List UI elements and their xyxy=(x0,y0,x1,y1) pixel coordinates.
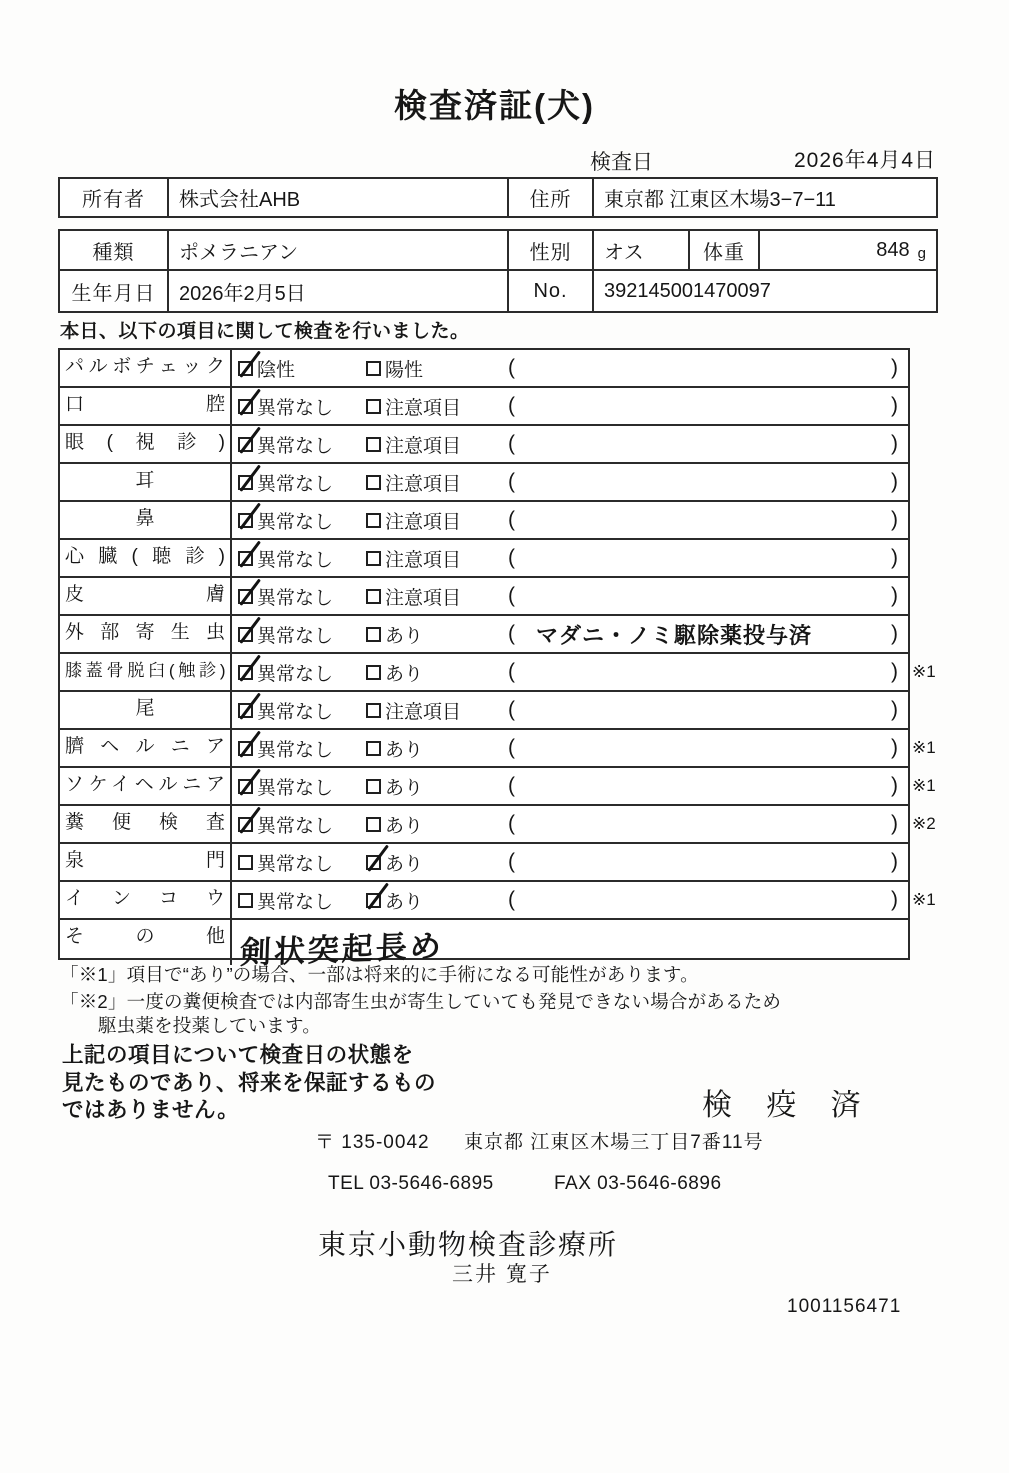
paren-open: ( xyxy=(508,660,515,683)
weight-number: 848 xyxy=(876,238,910,261)
checkbox-caution[interactable] xyxy=(366,703,381,718)
paren-close: ) xyxy=(891,622,898,645)
checkbox-caution[interactable] xyxy=(366,589,381,604)
pet-info-row-1 xyxy=(60,231,936,271)
footnote-ref: ※1 xyxy=(912,890,936,909)
footnote-ref: ※2 xyxy=(912,814,936,833)
checkbox-normal[interactable] xyxy=(238,437,253,452)
owner-value: 株式会社AHB xyxy=(167,179,507,216)
footnote-ref: ※1 xyxy=(912,776,936,795)
paren-close: ) xyxy=(891,394,898,417)
paren-open: ( xyxy=(508,698,515,721)
owner-address-value: 東京都 江東区木場3−7−11 xyxy=(592,179,936,216)
birthdate-label: 生年月日 xyxy=(71,282,156,305)
paren-open: ( xyxy=(508,432,515,455)
checkbox-normal[interactable] xyxy=(238,399,253,414)
id-number-label: No. xyxy=(507,271,592,311)
handwritten-note: 剣状突起長め xyxy=(239,928,445,971)
paren-open: ( xyxy=(508,736,515,759)
owner-row xyxy=(60,179,936,216)
footnote-2: 「※2」一度の糞便検査では内部寄生虫が寄生していても発見できない場合があるため xyxy=(60,991,782,1012)
exam-row-ears: 耳 異常なし 注意項目 ( ) xyxy=(60,464,908,502)
exam-item-label: 眼(視診) xyxy=(65,432,225,453)
disclaimer xyxy=(62,1042,436,1125)
footnote-ref: ※1 xyxy=(912,738,936,757)
paren-close: ) xyxy=(891,584,898,607)
paren-close: ) xyxy=(891,546,898,569)
exam-item-label: 外部寄生虫 xyxy=(65,622,225,643)
paren-open: ( xyxy=(508,546,515,569)
checkbox-positive[interactable] xyxy=(366,361,381,376)
breed-value: ポメラニアン xyxy=(167,231,507,269)
paren-close: ) xyxy=(891,888,898,911)
checkbox-caution[interactable] xyxy=(366,437,381,452)
checkbox-negative[interactable] xyxy=(238,361,253,376)
exam-row-inguinal-hernia: ソケイヘルニア 異常なし あり ( ) ※1 xyxy=(60,768,908,806)
remark-field: マダニ・ノミ駆除薬投与済 xyxy=(536,622,813,648)
exam-item-label: ソケイヘルニア xyxy=(65,774,225,795)
exam-item-label: 臍ヘルニア xyxy=(65,736,225,757)
sex-value: オス xyxy=(592,231,688,269)
exam-row-fontanelle: 泉門 異常なし あり ( ) xyxy=(60,844,908,882)
exam-row-skin: 皮膚 異常なし 注意項目 ( ) xyxy=(60,578,908,616)
checkbox-caution[interactable] xyxy=(366,513,381,528)
checkbox-present[interactable] xyxy=(366,665,381,680)
disclaimer-line-3: ではありません。 xyxy=(62,1098,240,1122)
checkbox-normal[interactable] xyxy=(238,551,253,566)
weight-label: 体重 xyxy=(688,231,758,269)
weight-value xyxy=(758,231,936,269)
exam-row-other xyxy=(60,920,908,971)
checkbox-normal[interactable] xyxy=(238,475,253,490)
checkbox-normal[interactable] xyxy=(238,589,253,604)
exam-item-label: インコウ xyxy=(65,888,225,909)
owner-label: 所有者 xyxy=(82,189,145,211)
footnote-1: 「※1」項目で“あり”の場合、一部は将来的に手術になる可能性があります。 xyxy=(60,964,699,985)
footnote-2-continued: 駆虫薬を投薬しています。 xyxy=(98,1015,321,1036)
exam-item-label: その他 xyxy=(65,926,225,947)
owner-table xyxy=(58,177,938,218)
id-number-value: 392145001470097 xyxy=(592,271,936,311)
exam-row-fecal-exam: 糞便検査 異常なし あり ( ) ※2 xyxy=(60,806,908,844)
checkbox-normal[interactable] xyxy=(238,513,253,528)
checkbox-present[interactable] xyxy=(366,893,381,908)
checkbox-normal[interactable] xyxy=(238,817,253,832)
checkbox-present[interactable] xyxy=(366,627,381,642)
exam-row-parvo: パルボチェック 陰性 陽性 ( ) xyxy=(60,350,908,388)
disclaimer-line-1: 上記の項目について検査日の状態を xyxy=(62,1043,414,1067)
checkbox-normal[interactable] xyxy=(238,627,253,642)
paren-close: ) xyxy=(891,850,898,873)
exam-item-label: 糞便検査 xyxy=(65,812,225,833)
weight-unit: g xyxy=(917,244,926,262)
paren-close: ) xyxy=(891,660,898,683)
exam-row-external-parasites: 外部寄生虫 異常なし あり ( マダニ・ノミ駆除薬投与済 ) xyxy=(60,616,908,654)
paren-open: ( xyxy=(508,356,515,379)
checkbox-normal[interactable] xyxy=(238,665,253,680)
exam-item-label: 尾 xyxy=(135,698,155,719)
clinic-postal-code: 〒 135-0042 xyxy=(315,1132,430,1153)
checkbox-caution[interactable] xyxy=(366,475,381,490)
clinic-name: 東京小動物検査診療所 xyxy=(318,1229,619,1260)
paren-open: ( xyxy=(508,584,515,607)
inspection-date-value: 2026年4月4日 xyxy=(794,149,937,172)
exam-row-tail: 尾 異常なし 注意項目 ( ) xyxy=(60,692,908,730)
paren-open: ( xyxy=(508,394,515,417)
checkbox-normal[interactable] xyxy=(238,703,253,718)
exam-row-heart: 心臓(聴診) 異常なし 注意項目 ( ) xyxy=(60,540,908,578)
exam-row-oral: 口腔 異常なし 注意項目 ( ) xyxy=(60,388,908,426)
checkbox-normal[interactable] xyxy=(238,855,253,870)
checkbox-normal[interactable] xyxy=(238,741,253,756)
paren-close: ) xyxy=(891,470,898,493)
paren-close: ) xyxy=(891,698,898,721)
paren-open: ( xyxy=(508,470,515,493)
pet-info-table xyxy=(58,229,938,313)
exam-row-umbilical-hernia: 臍ヘルニア 異常なし あり ( ) ※1 xyxy=(60,730,908,768)
paren-close: ) xyxy=(891,508,898,531)
disclaimer-line-2: 見たものであり、将来を保証するもの xyxy=(62,1070,437,1095)
exam-item-label: 皮膚 xyxy=(65,584,225,605)
checkbox-normal[interactable] xyxy=(238,893,253,908)
checkbox-caution[interactable] xyxy=(366,551,381,566)
paren-open: ( xyxy=(508,850,515,873)
quarantine-passed-stamp: 検 疫 済 xyxy=(702,1089,874,1122)
document-serial-number: 1001156471 xyxy=(787,1296,902,1317)
checkbox-present[interactable] xyxy=(366,741,381,756)
paren-open: ( xyxy=(508,508,515,531)
checkbox-present[interactable] xyxy=(366,779,381,794)
clinic-tel: TEL 03-5646-6895 xyxy=(328,1173,494,1194)
exam-item-label: 泉門 xyxy=(65,850,225,871)
owner-address-label: 住所 xyxy=(507,179,592,216)
sex-label: 性別 xyxy=(507,231,592,269)
checkbox-present[interactable] xyxy=(366,817,381,832)
exam-row-nose: 鼻 異常なし 注意項目 ( ) xyxy=(60,502,908,540)
veterinarian-name: 三井 寛子 xyxy=(452,1263,552,1286)
paren-open: ( xyxy=(508,888,515,911)
clinic-fax: FAX 03-5646-6896 xyxy=(554,1173,722,1194)
paren-open: ( xyxy=(508,622,515,645)
page-title: 検査済証(犬) xyxy=(394,87,595,124)
exam-item-label: 鼻 xyxy=(135,508,155,529)
exam-row-patella: 膝蓋骨脱臼(触診) 異常なし あり ( ) ※1 xyxy=(60,654,908,692)
exam-row-cryptorchidism: インコウ 異常なし あり ( ) ※1 xyxy=(60,882,908,920)
paren-open: ( xyxy=(508,812,515,835)
checkbox-normal[interactable] xyxy=(238,779,253,794)
exam-row-eyes: 眼(視診) 異常なし 注意項目 ( ) xyxy=(60,426,908,464)
exam-item-label: パルボチェック xyxy=(65,356,225,377)
paren-close: ) xyxy=(891,774,898,797)
paren-close: ) xyxy=(891,432,898,455)
paren-close: ) xyxy=(891,812,898,835)
paren-open: ( xyxy=(508,774,515,797)
pet-info-row-2 xyxy=(60,271,936,311)
paren-close: ) xyxy=(891,736,898,759)
exam-item-label: 膝蓋骨脱臼(触診) xyxy=(65,661,225,680)
exam-item-label: 耳 xyxy=(135,470,155,491)
exam-statement: 本日、以下の項目に関して検査を行いました。 xyxy=(60,321,470,342)
checkbox-caution[interactable] xyxy=(366,399,381,414)
exam-item-label: 心臓(聴診) xyxy=(65,546,225,567)
checkbox-present[interactable] xyxy=(366,855,381,870)
clinic-address: 東京都 江東区木場三丁目7番11号 xyxy=(464,1132,764,1153)
breed-label: 種類 xyxy=(92,241,135,264)
exam-table xyxy=(58,348,936,971)
footnote-ref: ※1 xyxy=(912,662,936,681)
inspection-date-label: 検査日 xyxy=(590,151,653,174)
exam-item-label: 口腔 xyxy=(65,394,225,415)
paren-close: ) xyxy=(891,356,898,379)
birthdate-value: 2026年2月5日 xyxy=(167,271,507,311)
